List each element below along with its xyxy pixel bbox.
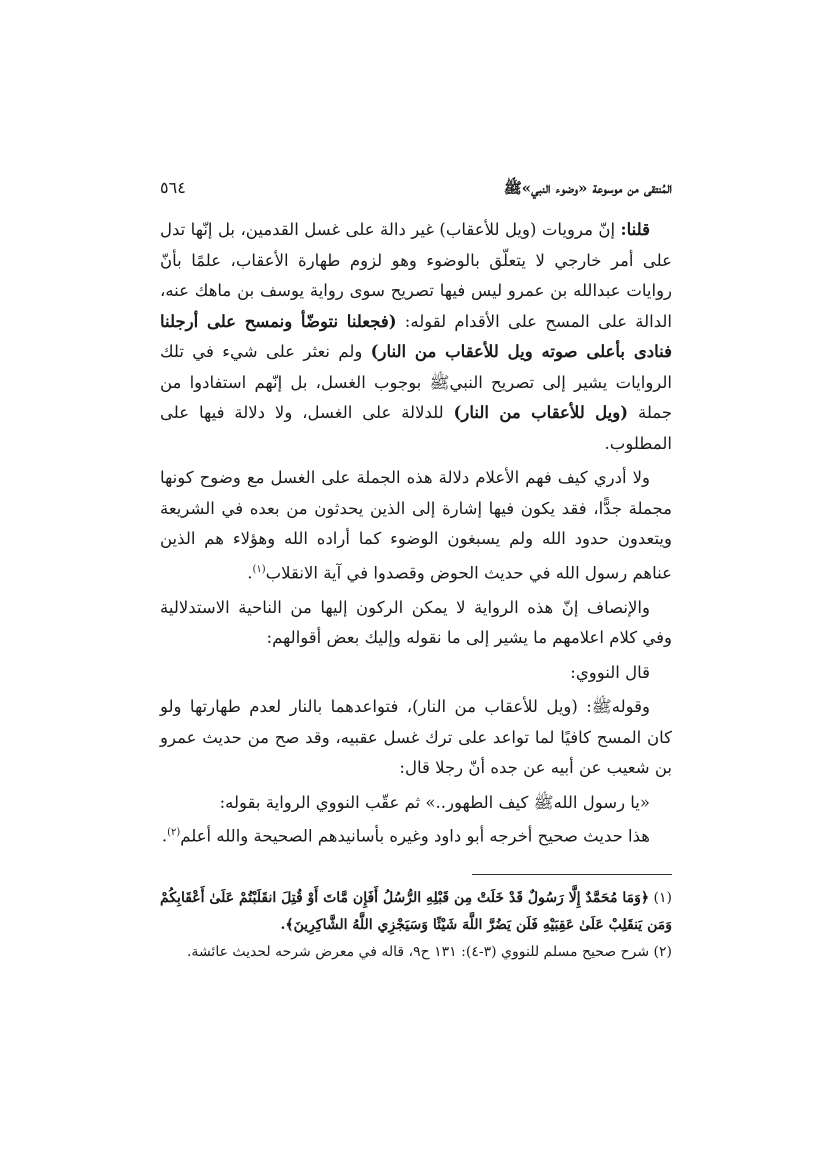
footnote-1-number: (١) [653,890,672,906]
paragraph-1-part-c: للدلالة على الغسل، ولا دلالة فيها على المطلوب. [160,403,672,453]
footnote-2-number: (٢) [653,944,672,960]
page-content [160,178,672,966]
footnote-2 [160,939,672,966]
paragraph-2-end: . [247,563,253,582]
quote-line-2 [160,818,672,852]
footnote-1 [160,885,672,939]
bold-quote-1: (فجعلنا نتوضّأ ونمسح على أرجلنا فنادى بأعلى صوته ويل للأعقاب من النار) [160,311,672,361]
paragraph-4: قال النووي: [570,662,650,682]
quote-line-1: «يا رسول اللهﷺ كيف الطهور..» ثم عقّب النووي الرواية بقوله: [219,792,650,812]
footnote-ref-1[interactable]: (١) [252,563,266,575]
quote-line-2-end: . [161,826,168,846]
paragraph-1 [160,215,672,459]
paragraph-2-text: ولا أدري كيف فهم الأعلام دلالة هذه الجملة على الغسل مع وضوح كونها مجملة جدًّا، فقد يكون فيها إشارة إلى الذين يحدثون من بعده في الشريعة ويتعدون حدود الله ولم يسبغون الوضوء كما أراده الله وهؤلاء هم الذين عناهم رسول الله في حديث الحوض وقصدوا في آية الانقلاب [160,468,672,582]
running-header [160,178,672,201]
footnote-1-text: ﴿وَمَا مُحَمَّدٌ إِلَّا رَسُولٌ قَدْ خَلَتْ مِن قَبْلِهِ الرُّسُلُ أَفَإِن مَّاتَ أَوْ قُتِلَ انقَلَبْتُمْ عَلَىٰ أَعْقَابِكُمْ وَمَن يَنقَلِبْ عَلَىٰ عَقِبَيْهِ فَلَن يَضُرَّ اللَّهَ شَيْئًا وَسَيَجْزِي اللَّهُ الشَّاكِرِينَ﴾. [160,890,672,933]
footnote-2-text: شرح صحيح مسلم للنووي (٣-٤): ١٣١ ح٩، قاله في معرض شرحه لحديث عائشة. [186,944,650,960]
paragraph-1-part-b: ولم نعثر على شيء في تلك الروايات يشير إلى تصريح النبيﷺ بوجوب الغسل، بل إنّهم استفادوا من جملة [160,342,673,422]
paragraph-2 [160,463,672,589]
lead-text: قلنا: [620,220,650,239]
footnote-ref-2[interactable]: (٢) [167,827,181,838]
paragraph-3: والإنصاف إنّ هذه الرواية لا يمكن الركون إليها من الناحية الاستدلالية وفي كلام اعلامهم ما يشير إلى ما نقوله وإليك بعض أقوالهم: [160,597,672,647]
paragraph-5: وقولهﷺ: (ويل للأعقاب من النار)، فتواعدهما بالنار لعدم طهارتها ولو كان المسح كافيًا لما تواعد على ترك غسل عقبيه، وقد صح من حديث عمرو بن شعيب عن أبيه عن جده أنّ رجلا قال: [160,697,672,777]
footnote-divider [472,874,672,875]
bold-quote-2: (ويل للأعقاب من النار) [453,403,629,422]
paragraph-1-part-a: إنّ مرويات (ويل للأعقاب) غير دالة على غسل القدمين، بل إنّها تدل على أمر خارجي لا يتعلّق بالوضوء وهو لزوم طهارة الأعقاب، علمًا بأنّ روايات عبدالله بن عمرو ليس فيها تصريح سوى رواية يوسف بن ماهك عنه، الدالة على المسح على الأقدام لقوله: [160,220,672,331]
quote-line-2-text: هذا حديث صحيح أخرجه أبو داود وغيره بأسانيدهم الصحيحة والله أعلم [180,826,650,846]
page-number: ٥٦٤ [160,178,186,197]
header-title: المُنتقى من موسوعة «وضوء النبي»ﷺ [503,179,672,197]
